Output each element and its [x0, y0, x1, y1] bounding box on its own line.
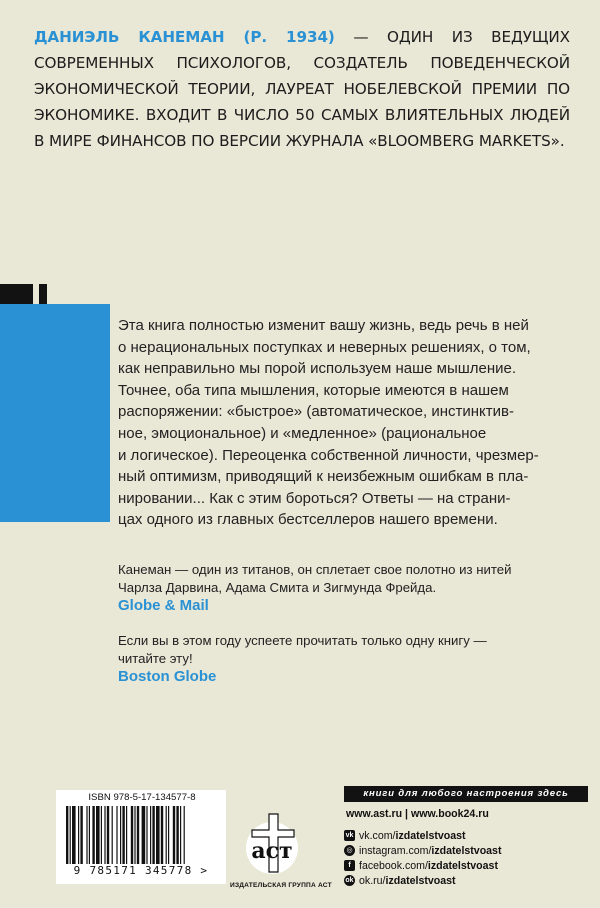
barcode-bar — [112, 806, 113, 864]
description-line: как неправильно мы порой используем наше мышление. — [118, 360, 517, 378]
barcode-bar — [152, 806, 154, 864]
barcode-bar — [142, 806, 146, 864]
social-link-instagram[interactable] — [344, 843, 501, 858]
author-bio — [34, 24, 570, 154]
description-line: ное, эмоциональное) и «медленное» (рациональное — [118, 424, 487, 442]
ean-number: 9 785171 345778 > — [73, 864, 209, 877]
facebook-icon: f — [344, 860, 355, 871]
description-line: и логическое). Переоценка собственной личности, чрезмер- — [118, 446, 539, 464]
barcode-bar — [86, 806, 87, 864]
barcode-bar — [131, 806, 133, 864]
barcode-bar — [134, 806, 135, 864]
social-handle: izdatelstvoast — [427, 859, 498, 872]
quote-source: Globe & Mail — [118, 597, 209, 614]
description-line: Точнее, оба типа мышления, которые имеются в нашем — [118, 381, 509, 399]
barcode-bar — [78, 806, 79, 864]
social-handle: izdatelstvoast — [385, 874, 456, 887]
barcode-bar — [96, 806, 100, 864]
odnoklassniki-icon: ok — [345, 877, 354, 884]
description-line: ный оптимизм, приводящий к неизбежным ошибкам в пла- — [118, 468, 529, 486]
description-line: нировании... Как с этим бороться? Ответы — на страни- — [118, 489, 511, 507]
decorative-black-bar — [0, 284, 33, 304]
description-line: о нерациональных поступках и неверных решениях, о том, — [118, 338, 531, 356]
author-name: ДАНИЭЛЬ КАНЕМАН (Р. 1934) — [34, 28, 335, 46]
barcode-bar — [92, 806, 94, 864]
quote-line: Если вы в этом году успеете прочитать только одну книгу — — [118, 633, 487, 648]
barcode-bar — [122, 806, 124, 864]
barcode-bar — [161, 806, 163, 864]
social-prefix: facebook.com/ — [359, 859, 428, 872]
description-line: Эта книга полностью изменит вашу жизнь, ведь речь в ней — [118, 317, 529, 334]
social-links — [344, 828, 501, 888]
decorative-blue-block — [0, 304, 110, 522]
review-quote — [118, 561, 578, 615]
barcode — [56, 790, 226, 884]
quote-line: Канеман — один из титанов, он сплетает свое полотно из нитей — [118, 562, 512, 577]
isbn-label: ISBN 978-5-17-134577-8 — [88, 792, 196, 803]
barcode-bar — [184, 806, 185, 864]
barcode-bar — [72, 806, 76, 864]
ast-logo-icon — [234, 808, 310, 878]
barcode-bar — [66, 806, 68, 864]
barcode-bar — [180, 806, 181, 864]
social-prefix: ok.ru/ — [359, 874, 386, 887]
description-line: распоряжении: «быстрое» (автоматическое, инстинктив- — [118, 403, 514, 421]
barcode-bar — [89, 806, 90, 864]
barcode-bar — [126, 806, 127, 864]
decorative-black-square — [39, 284, 47, 304]
barcode-bar — [146, 806, 147, 864]
social-link-odnoklassniki[interactable] — [344, 873, 501, 888]
publisher-websites[interactable]: www.ast.ru | www.book24.ru — [346, 808, 489, 820]
review-quote — [118, 632, 578, 686]
quote-source: Boston Globe — [118, 668, 217, 685]
social-prefix: instagram.com/ — [359, 844, 432, 857]
social-handle: izdatelstvoast — [431, 844, 502, 857]
barcode-bar — [80, 806, 82, 864]
description-line: цах одного из главных бестселлеров нашего времени. — [118, 511, 498, 529]
social-link-facebook[interactable] — [344, 858, 501, 873]
barcode-bar — [116, 806, 117, 864]
barcode-bar — [176, 806, 178, 864]
barcode-bar — [107, 806, 109, 864]
barcode-bar — [168, 806, 169, 864]
logo-text: аст — [251, 838, 293, 864]
social-link-vk[interactable] — [344, 828, 501, 843]
quote-line: читайте эту! — [118, 651, 193, 666]
author-bio-text: — ОДИН ИЗ ВЕДУЩИХ СОВРЕМЕННЫХ ПСИХОЛОГОВ, СОЗДАТЕЛЬ ПОВЕДЕНЧЕСКОЙ ЭКОНОМИЧЕСКОЙ ТЕОРИИ, ЛАУРЕАТ НОБЕЛЕВСКОЙ ПРЕМИИ ПО ЭКОНОМИКЕ. ВХОДИТ В ЧИСЛО 50 САМЫХ ВЛИЯТЕЛЬНЫХ ЛЮДЕЙ В МИРЕ ФИНАНСОВ ПО ВЕРСИИ ЖУРНАЛА «BLOOMBERG MARKETS». — [34, 28, 570, 150]
barcode-bar — [150, 806, 151, 864]
social-prefix: vk.com/ — [359, 829, 396, 842]
barcode-bar — [137, 806, 139, 864]
quote-line: Чарлза Дарвина, Адама Смита и Зигмунда Фрейда. — [118, 580, 437, 595]
barcode-bar — [101, 806, 102, 864]
barcode-bar — [166, 806, 167, 864]
vk-icon: vk — [345, 832, 354, 839]
social-handle: izdatelstvoast — [395, 829, 466, 842]
book-description — [118, 315, 564, 531]
barcode-bars — [64, 806, 218, 864]
barcode-bar — [70, 806, 71, 864]
barcode-bar — [173, 806, 175, 864]
barcode-bar — [156, 806, 160, 864]
publisher-name: ИЗДАТЕЛЬСКАЯ ГРУППА АСТ — [230, 882, 332, 889]
barcode-bar — [120, 806, 121, 864]
barcode-bar — [104, 806, 105, 864]
publisher-tagline: книги для любого настроения здесь — [344, 786, 588, 802]
instagram-icon: ◎ — [344, 845, 355, 856]
